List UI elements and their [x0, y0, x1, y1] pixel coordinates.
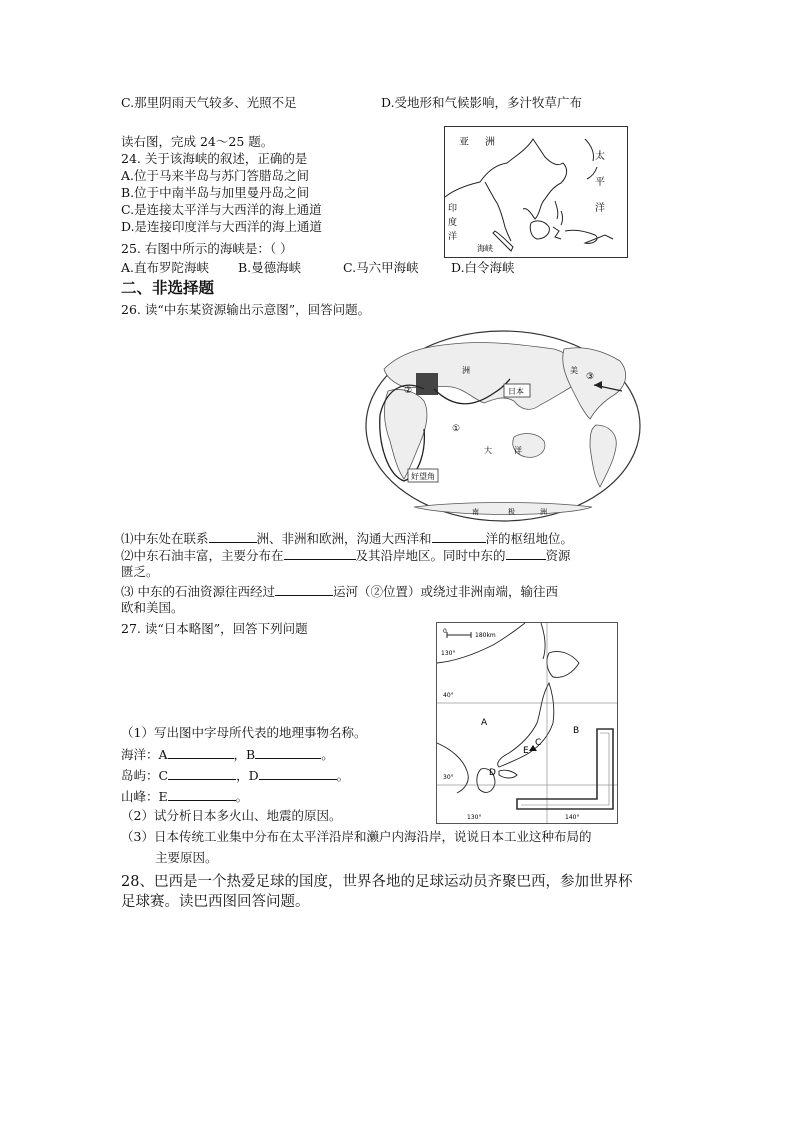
ocean-label-2: 洋 — [514, 446, 522, 455]
q27-part2: （2）试分析日本多火山、地震的原因。 — [121, 808, 342, 823]
new-guinea-coast — [565, 230, 613, 243]
middle-east-highlight — [416, 373, 438, 395]
q27-ocean-row — [121, 746, 334, 763]
japan-map — [436, 622, 618, 824]
marker-2: ② — [404, 386, 413, 396]
cape-label: 好望角 — [411, 472, 435, 481]
q27-peak-end: 。 — [235, 789, 249, 804]
antarctica-label-2: 极 — [508, 508, 515, 516]
q26-p3-text-c: 欧和美国。 — [121, 600, 184, 615]
strait-label: 海峡 — [477, 244, 493, 253]
hokkaido-island — [547, 651, 579, 677]
antarctica-label-3: 洲 — [540, 508, 547, 516]
scale-zero: 0 — [443, 628, 447, 635]
shikoku-island — [499, 770, 517, 778]
q26-p1-text-a: ⑴中东处在联系 — [121, 531, 209, 546]
q26-blank-canal[interactable] — [275, 583, 333, 596]
q26-p2-text-b: 及其沿岸地区。同时中东的 — [355, 548, 506, 563]
asia-coastline — [445, 139, 567, 219]
q27-island-label: 岛屿：C — [121, 768, 169, 783]
q27-ocean-label: 海洋：A — [121, 747, 168, 762]
sakhalin-island — [541, 623, 545, 659]
label-a: A — [481, 718, 488, 728]
pacific-label-1: 太 — [595, 151, 605, 162]
lon-label-2: 140° — [565, 814, 580, 821]
q26-part2 — [121, 547, 571, 564]
asia-label-2: 洲 — [485, 137, 495, 148]
q23-option-d: D.受地形和气候影响，多汁牧草广布 — [381, 95, 583, 110]
q27-island-row — [121, 767, 349, 784]
q27-peak-row — [121, 788, 248, 805]
middle-east-map — [364, 329, 642, 523]
q27-part3-line1: （3）日本传统工业集中分布在太平洋沿岸和濑户内海沿岸，说说日本工业这种布局的 — [121, 829, 592, 844]
q27-stem: 27. 读“日本略图”，回答下列问题 — [121, 621, 308, 636]
scale-label: 180km — [475, 632, 496, 639]
q27-part3-line2: 主要原因。 — [155, 850, 218, 865]
lon-label-1: 130° — [467, 814, 482, 821]
asia-mainland-coast — [437, 623, 525, 793]
q24-stem: 24. 关于该海峡的叙述，正确的是 — [121, 151, 308, 166]
q23-option-c: C.那里阴雨天气较多、光照不足 — [121, 95, 297, 110]
marker-3: ③ — [586, 372, 595, 382]
q27-island-end: 。 — [336, 768, 350, 783]
q24-intro: 读右图，完成 24～25 题。 — [121, 134, 274, 149]
indian-label-3: 洋 — [448, 232, 458, 242]
sulawesi-island — [553, 227, 561, 239]
japan-map-drawing — [437, 623, 617, 823]
q24-option-a: A.位于马来半岛与苏门答腊岛之间 — [121, 168, 310, 183]
middle-east-map-drawing — [364, 329, 642, 523]
label-b: B — [573, 726, 580, 736]
q24-option-c: C.是连接太平洋与大西洋的海上通道 — [121, 202, 322, 217]
q24-option-d: D.是连接印度洋与大西洋的海上通道 — [121, 219, 323, 234]
q26-blank-ocean[interactable] — [432, 530, 486, 543]
q27-blank-d[interactable] — [259, 767, 337, 780]
label-c: C — [535, 738, 542, 748]
pacific-label-2: 平 — [595, 177, 605, 188]
asia-label-1: 亚 — [459, 137, 469, 148]
q25-option-c: C.马六甲海峡 — [343, 260, 419, 275]
q26-stem: 26. 读“中东某资源输出示意图”，回答问题。 — [121, 302, 371, 317]
q26-p3-text-a: ⑶ 中东的石油资源往西经过 — [121, 584, 275, 599]
antarctica-label-1: 南 — [472, 508, 479, 516]
q26-p2-text-c: 资源 — [545, 548, 571, 563]
q27-ocean-sep: ，B — [233, 747, 256, 762]
q27-part1: （1）写出图中字母所代表的地理事物名称。 — [121, 725, 367, 740]
pacific-label-3: 洋 — [595, 203, 605, 214]
strait-map — [444, 126, 628, 258]
q26-part3 — [121, 583, 558, 600]
sumatra-island — [493, 231, 513, 251]
q27-blank-a[interactable] — [168, 746, 234, 759]
q25-option-b: B.曼德海峡 — [238, 260, 302, 275]
section-title: 二、非选择题 — [121, 279, 215, 297]
lat-label-2: 30° — [443, 774, 454, 781]
indian-label-2: 度 — [448, 218, 458, 228]
q27-ocean-end: 。 — [321, 747, 334, 762]
q26-p3-text-b: 运河（②位置）或绕过非洲南端，输往西 — [332, 584, 558, 599]
lat-label-1: 40° — [443, 692, 454, 699]
q26-p2-text-a: ⑵中东石油丰富，主要分布在 — [121, 548, 284, 563]
q26-p1-text-c: 洋的枢纽地位。 — [485, 531, 574, 546]
q25-option-d: D.白令海峡 — [451, 260, 515, 275]
indochina-coastline — [485, 182, 511, 241]
q28-line2: 足球赛。读巴西图回答问题。 — [121, 894, 310, 910]
q27-peak-label: 山峰：E — [121, 789, 168, 804]
philippines-islands — [555, 201, 563, 225]
ocean-label-1: 大 — [484, 446, 492, 455]
lon-label-top: 130° — [441, 650, 456, 657]
japan-label: 日本 — [508, 387, 524, 396]
map-grid-lines — [437, 623, 617, 823]
q28-line1: 28、巴西是一个热爱足球的国度，世界各地的足球运动员齐聚巴西，参加世界杯 — [121, 874, 633, 890]
asia-map-label: 洲 — [462, 366, 470, 375]
q25-stem: 25. 右图中所示的海峡是：（ ） — [121, 241, 293, 256]
q24-option-b: B.位于中南半岛与加里曼丹岛之间 — [121, 185, 310, 200]
marker-1: ① — [452, 424, 461, 434]
trench-box — [517, 729, 613, 809]
q27-blank-e[interactable] — [168, 788, 236, 801]
q26-p1-text-b: 洲、非洲和欧洲，沟通大西洋和 — [256, 531, 432, 546]
q26-blank-oil-region[interactable] — [284, 547, 356, 560]
q26-p2-text-d: 匮乏。 — [121, 564, 159, 579]
q27-blank-b[interactable] — [255, 746, 321, 759]
q25-option-a: A.直布罗陀海峡 — [121, 260, 210, 275]
q26-blank-continent[interactable] — [209, 530, 257, 543]
borneo-island — [530, 221, 549, 239]
strait-map-drawing — [445, 127, 627, 257]
label-d: D — [489, 768, 496, 778]
q26-blank-resource[interactable] — [506, 547, 546, 560]
indian-label-1: 印 — [448, 204, 458, 214]
label-e: E — [523, 746, 529, 756]
antarctica-landmass — [414, 503, 592, 515]
america-label: 美 — [570, 366, 578, 375]
q26-part1 — [121, 530, 573, 547]
q27-blank-c[interactable] — [168, 767, 236, 780]
q27-island-sep: ，D — [236, 768, 259, 783]
